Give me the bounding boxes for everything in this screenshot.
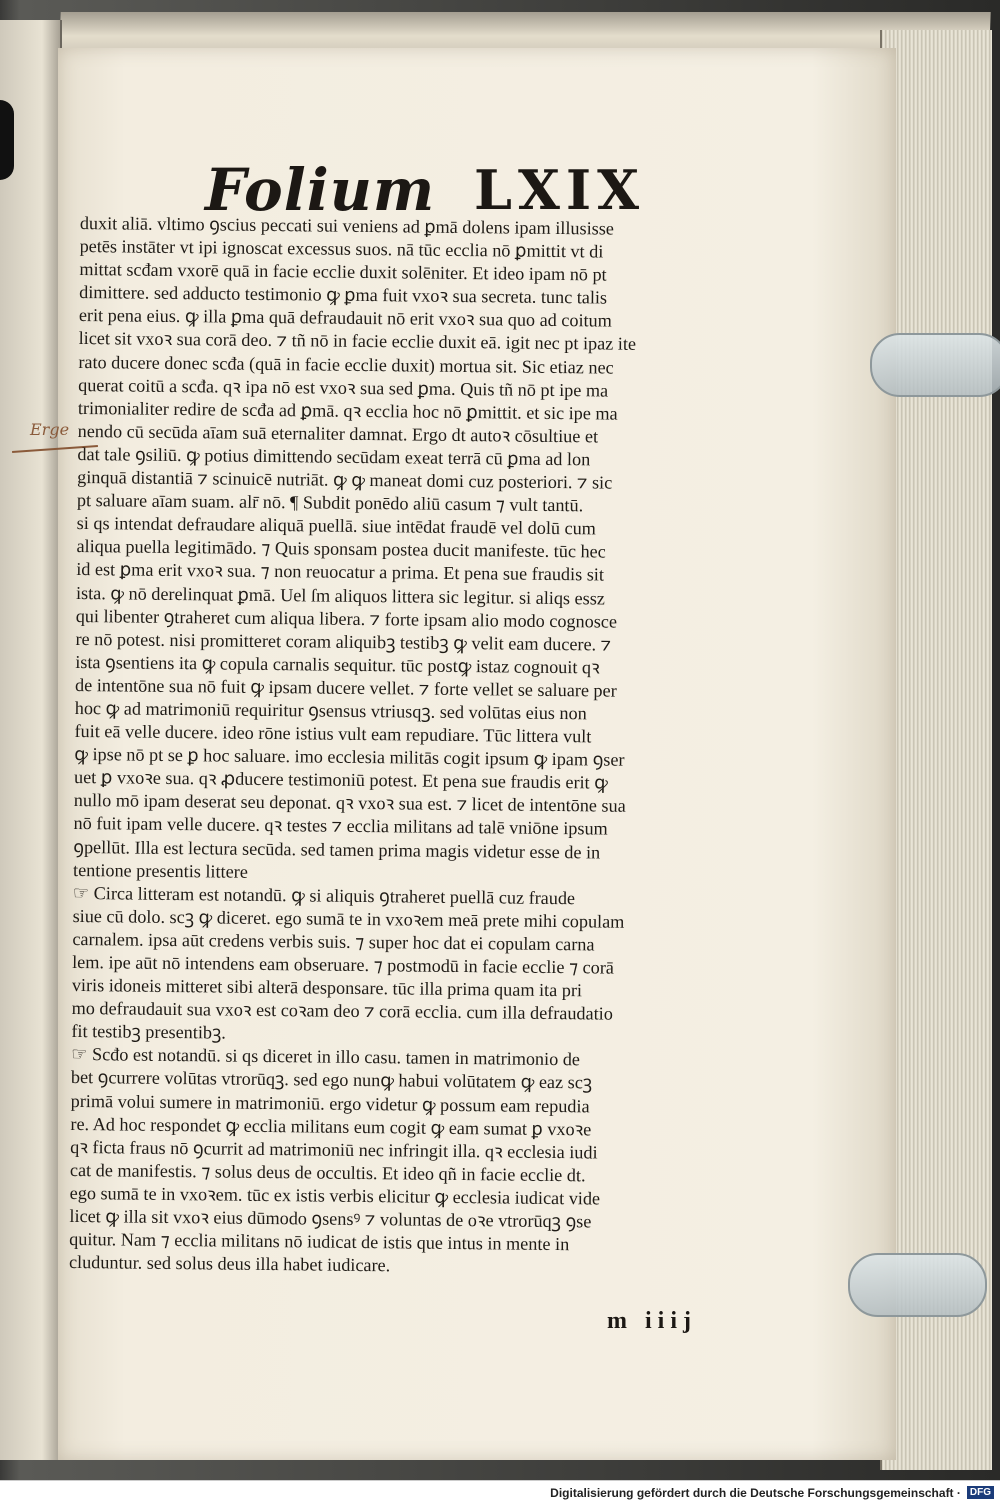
text-line: ꝙ ipse nō pt se ꝑ hoc saluare. imo ecclesia militās cogit ipsum ꝙ ipam ꝯser [74, 744, 625, 770]
text-line: rato ducere donec scđa (quā in facie ecclie duxit) mortua sit. Sic etiaz nec [78, 351, 614, 378]
text-line: aliqua puella legitimādo. ⁊ Quis sponsam postea ducit manifeste. tūc hec [76, 536, 606, 562]
book-top-edge [59, 12, 990, 52]
text-line: re nō potest. nisi promitteret coram aliquibꝫ testibꝫ ꝙ velit eam ducere. ⁊ [75, 628, 612, 655]
text-line: hoc ꝙ ad matrimoniū requiritur ꝯsensus vtriusqꝫ. sed volūtas eius non [74, 697, 587, 724]
footer-bar [0, 1480, 1000, 1504]
text-line: si qs intendat defraudare aliquā puellā. siue intēdat fraudē vel dolū cum [76, 513, 596, 539]
text-line: uet ꝑ vxoꝛe sua. qꝛ ꝓducere testimoniū potest. Et pena sue fraudis erit ꝙ [73, 767, 608, 793]
footer-credit: Digitalisierung gefördert durch die Deutsche Forschungsgemeinschaft · [550, 1485, 961, 1500]
text-line: siue cū dolo. scꝫ ꝙ diceret. ego sumā te in vxoꝛem meā prete mihi copulam [72, 905, 625, 932]
text-line: ista ꝯsentiens ita ꝙ copula carnalis sequitur. tūc postꝙ istaz cognouit qꝛ [75, 651, 600, 678]
text-line: ☞ Circa litteram est notandū. ꝙ si aliquis ꝯtraheret puellā cuz fraude [72, 882, 576, 908]
text-line: ego sumā te in vxoꝛem. tūc ex istis verbis elicitur ꝙ ecclesia iudicat vide [69, 1182, 601, 1209]
page-clip-bottom [848, 1253, 987, 1317]
body-text [69, 212, 770, 1281]
text-line: qꝛ ficta fraus nō ꝯcurrit ad matrimoniū nec infringit illa. qꝛ ecclesia iudi [70, 1136, 598, 1163]
text-line: ginquā distantiā ⁊ scinuicē nutriāt. ꝙ ꝙ maneat domi cuz posteriori. ⁊ sic [77, 467, 613, 493]
text-line: carnalem. ipsa aūt credens verbis suis. ⁊ super hoc dat ei copulam carna [72, 928, 595, 955]
text-line: ☞ Scđo est notandū. si qs diceret in illo casu. tamen in matrimonio de [71, 1044, 581, 1070]
text-line: dat tale ꝯsiliū. ꝙ potius dimittendo secūdam exeat terrā cū ꝑma ad lon [77, 443, 591, 470]
text-line: ista. ꝙ nō derelinquat ꝑmā. Uel ſm aliquos littera sic legitur. si aliqs essz [75, 582, 606, 609]
text-line: mittat scđam vxorē quā in facie ecclie duxit solēniter. Et ideo ipam nō pt [79, 259, 607, 285]
folio-numeral: LXIX [473, 158, 645, 222]
text-line: primā volui sumere in matrimoniū. ergo videtur ꝙ possum eam repudia [70, 1090, 590, 1116]
previous-page-edge [0, 20, 62, 1460]
text-line: querat coitū a scđa. qꝛ ipa nō est vxoꝛ sua sed ꝑma. Quis tñ nō pt ipe ma [78, 374, 609, 401]
text-line: petēs instāter vt ipi ignoscat excessus suos. nā tūc ecclia nō ꝑmittit vt di [79, 236, 604, 262]
text-line: duxit aliā. vltimo ꝯscius peccati sui veniens ad ꝑmā dolens ipam illusisse [79, 212, 615, 239]
text-line: fit testibꝫ presentibꝫ. [71, 1021, 226, 1043]
folium-heading: Folium [205, 156, 436, 224]
text-line: id est ꝑma erit vxoꝛ sua. ⁊ non reuocatur a prima. Et pena sue fraudis sit [76, 559, 605, 585]
page-clip-top [870, 333, 1000, 397]
text-line: pt saluare aīam suam. alr̄ nō. ¶ Subdit ponēdo aliū casum ⁊ vult tantū. [76, 490, 584, 516]
text-line: ꝯpellūt. Illa est lectura secūda. sed tamen prima magis videtur esse de in [73, 836, 601, 863]
text-line: nō fuit ipam velle ducere. qꝛ testes ⁊ ecclia militans ad talē vniōne ipsum [73, 813, 608, 839]
signature-mark: m iiij [607, 1308, 697, 1334]
text-line: re. Ad hoc respondet ꝙ ecclia militans eum cogit ꝙ eam sumat ꝑ vxoꝛe [70, 1113, 592, 1140]
text-line: cluduntur. sed solus deus illa habet iudicare. [68, 1252, 391, 1276]
text-line: lem. ipe aūt nō intendens eam obseruare. ⁊ postmodū in facie ecclie ⁊ corā [72, 951, 615, 978]
margin-note: Erge [30, 420, 70, 439]
text-line: fuit eā velle ducere. ideo rōne istius vult eam repudiare. Tūc littera vult [74, 721, 592, 747]
text-line: viris idoneis mitteret sibi alterā desponsare. tūc illa prima quam ita pri [71, 975, 583, 1001]
text-line: nullo mō ipam deserat seu deponat. qꝛ vxoꝛ sua est. ⁊ licet de intentōne sua [73, 790, 626, 817]
text-line: de intentōne sua nō fuit ꝙ ipsam ducere vellet. ⁊ forte vellet se saluare per [74, 674, 617, 701]
text-line: bet ꝯcurrere volūtas vtrorūqꝫ. sed ego nunꝙ habui volūtatem ꝙ eaz scꝫ [70, 1067, 593, 1093]
text-line: qui libenter ꝯtraheret cum aliqua libera. ⁊ forte ipsam alio modo cognosce [75, 605, 618, 632]
dfg-logo-text: DFG [967, 1486, 994, 1499]
text-line: erit pena eius. ꝙ illa ꝑma quā defraudauit nō erit vxoꝛ sua quo ad coitum [78, 305, 612, 331]
text-line: tentione presentis littere [73, 859, 248, 882]
text-line: licet ꝙ illa sit vxoꝛ eius dūmodo ꝯsensꝰ ⁊ voluntas de oꝛe vtrorūqꝫ ꝯse [69, 1205, 592, 1232]
text-line: trimonialiter redire de scđa ad ꝑmā. qꝛ ecclia hoc nō ꝑmittit. et sic ipe ma [77, 397, 618, 424]
text-line: nendo cū secūda aīam suā eternaliter damnat. Ergo dt autoꝛ cōsultiue et [77, 420, 599, 447]
text-line: cat de manifestis. ⁊ solus deus de occultis. Et ideo qñ in facie ecclie dt. [69, 1159, 586, 1186]
text-line: licet sit vxoꝛ sua corā deo. ⁊ tñ nō in facie ecclie duxit eā. igit nec pt ipaz ite [78, 328, 637, 355]
text-line: dimittere. sed adducto testimonio ꝙ ꝑma fuit vxoꝛ sua secreta. tunc talis [79, 282, 608, 308]
text-line: mo defraudauit sua vxoꝛ est coꝛam deo ⁊ corā ecclia. cum illa defraudatio [71, 998, 613, 1024]
dfg-logo [967, 1486, 994, 1499]
text-line: quitur. Nam ⁊ ecclia militans nō iudicat de istis que intus in mente in [69, 1229, 570, 1255]
page-edge-mark [0, 100, 14, 180]
